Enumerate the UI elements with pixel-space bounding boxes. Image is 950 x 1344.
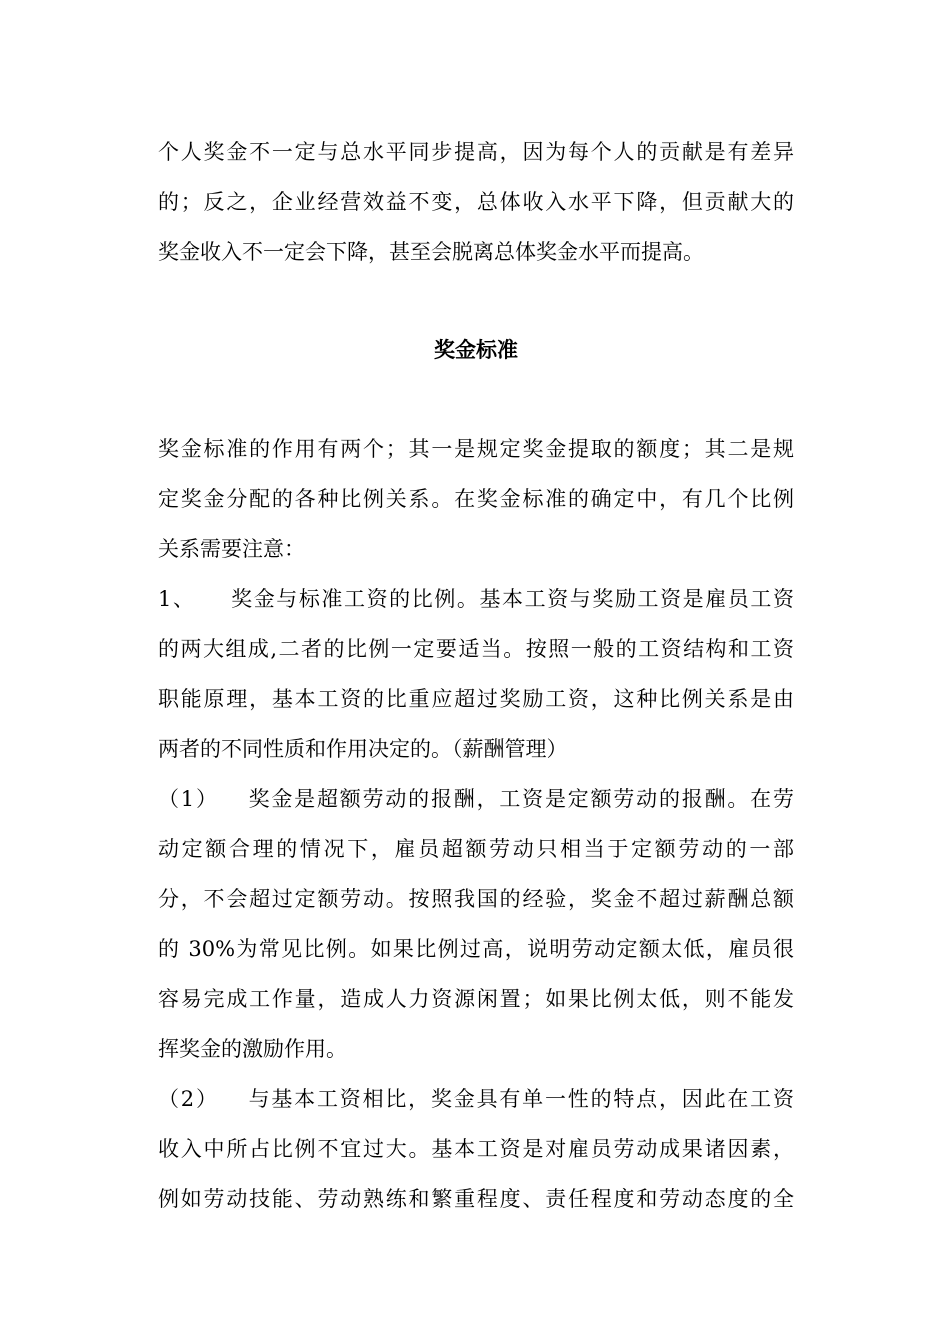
item1-line-2: 的两大组成,二者的比例一定要适当。按照一般的工资结构和工资 (158, 637, 794, 661)
sub1-line-5: 容易完成工作量，造成人力资源闲置；如果比例太低，则不能发 (158, 987, 794, 1011)
para1-line-1: 奖金标准的作用有两个；其一是规定奖金提取的额度；其二是规 (158, 437, 794, 461)
item1-first-line (158, 584, 794, 614)
sub1-line-3: 分，不会超过定额劳动。按照我国的经验，奖金不超过薪酬总额 (158, 887, 794, 911)
item1-line-4: 两者的不同性质和作用决定的。（薪酬管理） (158, 737, 568, 761)
intro-line-1: 个人奖金不一定与总水平同步提高，因为每个人的贡献是有差异 (158, 140, 794, 164)
sub1-line-2: 动定额合理的情况下，雇员超额劳动只相当于定额劳动的一部 (158, 837, 794, 861)
item1-line-3: 职能原理，基本工资的比重应超过奖励工资，这种比例关系是由 (158, 687, 794, 711)
sub1-first-text: 奖金是超额劳动的报酬，工资是定额劳动的报酬。在劳 (246, 787, 794, 811)
sub1-line-4: 的 30%为常见比例。如果比例过高，说明劳动定额太低，雇员很 (158, 937, 794, 961)
sub2-marker: （2） (158, 1087, 219, 1111)
sub1-marker: （1） (158, 787, 219, 811)
section-heading: 奖金标准 (434, 338, 518, 362)
para1-line-2: 定奖金分配的各种比例关系。在奖金标准的确定中，有几个比例 (158, 487, 794, 511)
item1-marker: 1、 (158, 587, 196, 611)
intro-line-2: 的；反之，企业经营效益不变，总体收入水平下降，但贡献大的 (158, 190, 794, 214)
sub2-first-text: 与基本工资相比，奖金具有单一性的特点，因此在工资 (246, 1087, 794, 1111)
sub2-first-line (158, 1084, 794, 1114)
item1-first-text: 奖金与标准工资的比例。基本工资与奖励工资是雇员工资 (229, 587, 794, 611)
sub1-line-6: 挥奖金的激励作用。 (158, 1037, 347, 1061)
sub1-first-line (158, 784, 794, 814)
intro-line-3: 奖金收入不一定会下降，甚至会脱离总体奖金水平而提高。 (158, 240, 704, 264)
sub2-line-3: 例如劳动技能、劳动熟练和繁重程度、责任程度和劳动态度的全 (158, 1187, 794, 1211)
para1-line-3: 关系需要注意： (158, 537, 305, 561)
sub2-line-2: 收入中所占比例不宜过大。基本工资是对雇员劳动成果诸因素， (158, 1137, 794, 1161)
